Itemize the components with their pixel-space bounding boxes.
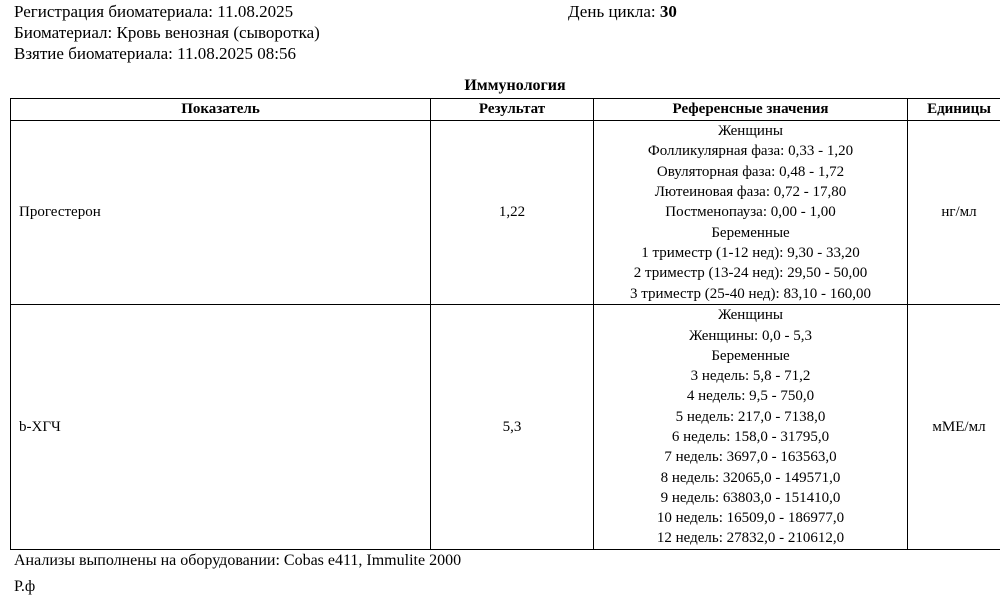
- column-header-result: Результат: [431, 99, 594, 121]
- reference-line: 6 недель: 158,0 - 31795,0: [594, 427, 907, 447]
- reference-line: 3 триместр (25-40 нед): 83,10 - 160,00: [594, 284, 907, 304]
- reference-values: [594, 305, 908, 550]
- reference-line: 8 недель: 32065,0 - 149571,0: [594, 468, 907, 488]
- collection-datetime: Взятие биоматериала: 11.08.2025 08:56: [14, 44, 296, 64]
- result-value: 1,22: [431, 121, 594, 305]
- reference-line: 5 недель: 217,0 - 7138,0: [594, 407, 907, 427]
- reference-line: 1 триместр (1-12 нед): 9,30 - 33,20: [594, 243, 907, 263]
- reference-line: Женщины: 0,0 - 5,3: [594, 326, 907, 346]
- results-table: [10, 98, 1000, 550]
- reference-line: Фолликулярная фаза: 0,33 - 1,20: [594, 141, 907, 161]
- reference-line: 9 недель: 63803,0 - 151410,0: [594, 488, 907, 508]
- reference-line: 4 недель: 9,5 - 750,0: [594, 386, 907, 406]
- cut-off-text: Р.ф: [14, 577, 35, 597]
- reference-line: 2 триместр (13-24 нед): 29,50 - 50,00: [594, 263, 907, 283]
- reference-line: Постменопауза: 0,00 - 1,00: [594, 202, 907, 222]
- cycle-day-value: 30: [660, 2, 677, 21]
- table-row-progesterone: [11, 121, 1000, 305]
- units-value: мМЕ/мл: [908, 305, 1000, 550]
- registration-date: Регистрация биоматериала: 11.08.2025: [14, 2, 293, 22]
- table-row-hcg: [11, 305, 1000, 550]
- reference-line: Беременные: [594, 223, 907, 243]
- indicator-name: Прогестерон: [11, 121, 431, 305]
- reference-line: Беременные: [594, 346, 907, 366]
- cycle-day: [568, 2, 677, 22]
- result-value: 5,3: [431, 305, 594, 550]
- reference-line: Овуляторная фаза: 0,48 - 1,72: [594, 162, 907, 182]
- reference-line: 12 недель: 27832,0 - 210612,0: [594, 528, 907, 548]
- section-title: Иммунология: [0, 76, 1000, 96]
- column-header-reference: Референсные значения: [594, 99, 908, 121]
- indicator-name: b-ХГЧ: [11, 305, 431, 550]
- reference-line: 7 недель: 3697,0 - 163563,0: [594, 447, 907, 467]
- reference-values: [594, 121, 908, 305]
- equipment-note: Анализы выполнены на оборудовании: Cobas e411, Immulite 2000: [14, 551, 461, 571]
- reference-line: Лютеиновая фаза: 0,72 - 17,80: [594, 182, 907, 202]
- table-header-row: [11, 99, 1000, 121]
- reference-line: Женщины: [594, 121, 907, 141]
- reference-line: Женщины: [594, 305, 907, 325]
- column-header-units: Единицы: [908, 99, 1000, 121]
- reference-line: 10 недель: 16509,0 - 186977,0: [594, 508, 907, 528]
- reference-line: 3 недель: 5,8 - 71,2: [594, 366, 907, 386]
- cycle-day-label: День цикла:: [568, 2, 660, 21]
- column-header-indicator: Показатель: [11, 99, 431, 121]
- biomaterial-type: Биоматериал: Кровь венозная (сыворотка): [14, 23, 320, 43]
- units-value: нг/мл: [908, 121, 1000, 305]
